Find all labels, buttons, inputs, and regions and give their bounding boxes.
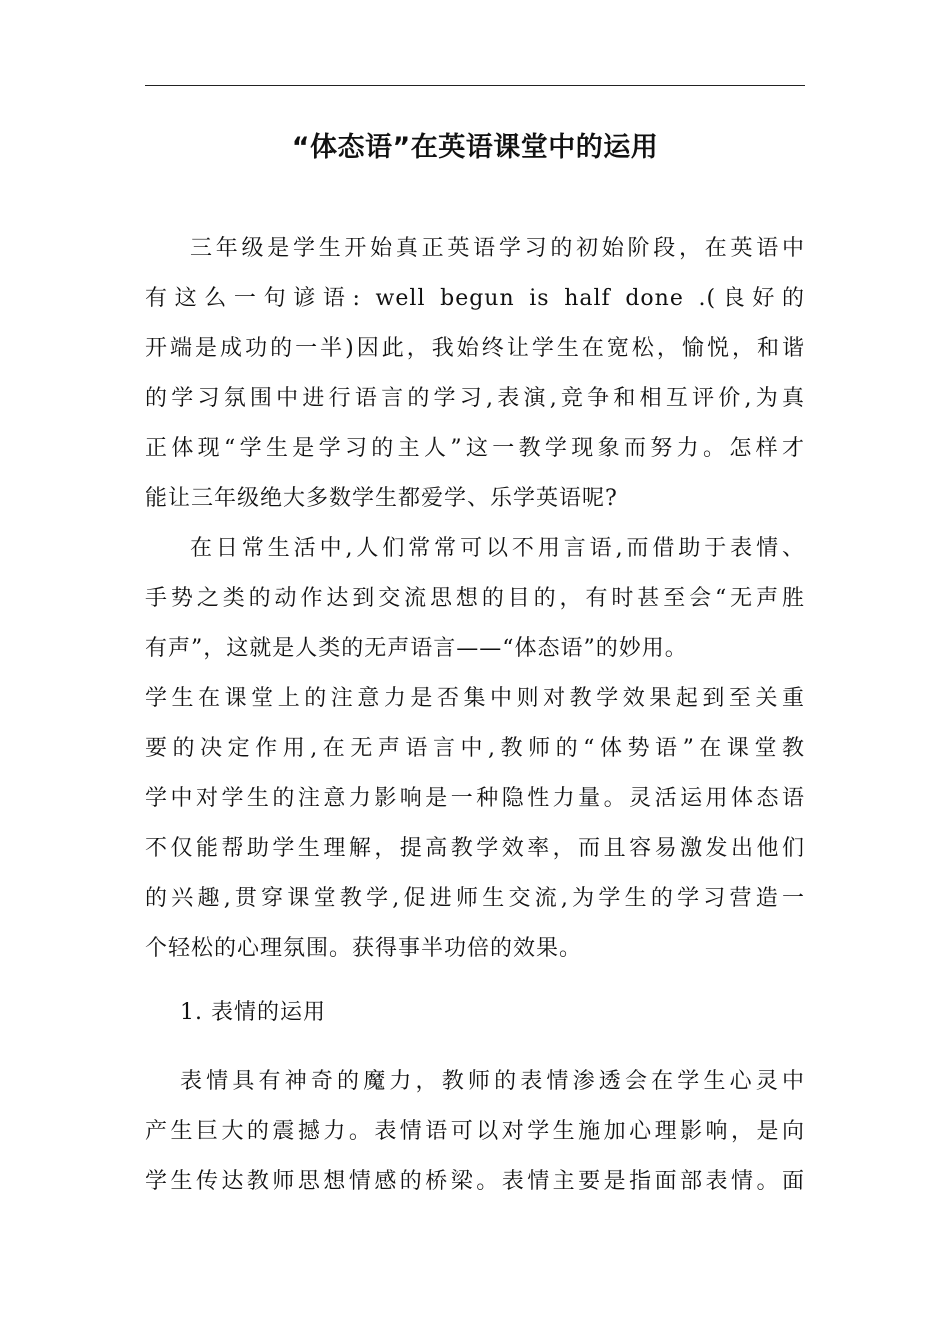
document-title: “体态语”在英语课堂中的运用 [291, 132, 659, 163]
text-line: 学生传达教师思想情感的桥梁。表情主要是指面部表情。面 [145, 1169, 805, 1194]
text-line: 的学习氛围中进行语言的学习,表演,竞争和相互评价,为真 [145, 386, 805, 411]
text-line: 有这么一句谚语: well begun is half done .(良好的 [145, 286, 805, 311]
text-line: 学中对学生的注意力影响是一种隐性力量。灵活运用体态语 [145, 786, 805, 811]
text-line: 不仅能帮助学生理解，提高教学效率，而且容易激发出他们 [145, 836, 805, 861]
text-line: 在日常生活中,人们常常可以不用言语,而借助于表情、 [190, 536, 805, 561]
text-line: 三年级是学生开始真正英语学习的初始阶段，在英语中 [190, 236, 805, 261]
text-line: 产生巨大的震撼力。表情语可以对学生施加心理影响，是向 [145, 1119, 805, 1144]
text-line: 表情具有神奇的魔力，教师的表情渗透会在学生心灵中 [180, 1069, 805, 1094]
text-line: 正体现“学生是学习的主人”这一教学现象而努力。怎样才 [145, 436, 805, 461]
text-line: 要的决定作用,在无声语言中,教师的“体势语”在课堂教 [145, 736, 805, 761]
section-heading: 1. 表情的运用 [180, 1000, 326, 1025]
text-line: 的兴趣,贯穿课堂教学,促进师生交流,为学生的学习营造一 [145, 886, 805, 911]
text-line: 手势之类的动作达到交流思想的目的，有时甚至会“无声胜 [145, 586, 805, 611]
text-line: 有声”，这就是人类的无声语言——“体态语”的妙用。 [145, 636, 688, 661]
text-line: 开端是成功的一半)因此，我始终让学生在宽松，愉悦，和谐 [145, 336, 805, 361]
text-line: 学生在课堂上的注意力是否集中则对教学效果起到至关重 [145, 686, 805, 711]
text-line: 能让三年级绝大多数学生都爱学、乐学英语呢? [145, 486, 618, 511]
header-rule [145, 85, 805, 86]
text-line: 个轻松的心理氛围。获得事半功倍的效果。 [145, 936, 583, 961]
